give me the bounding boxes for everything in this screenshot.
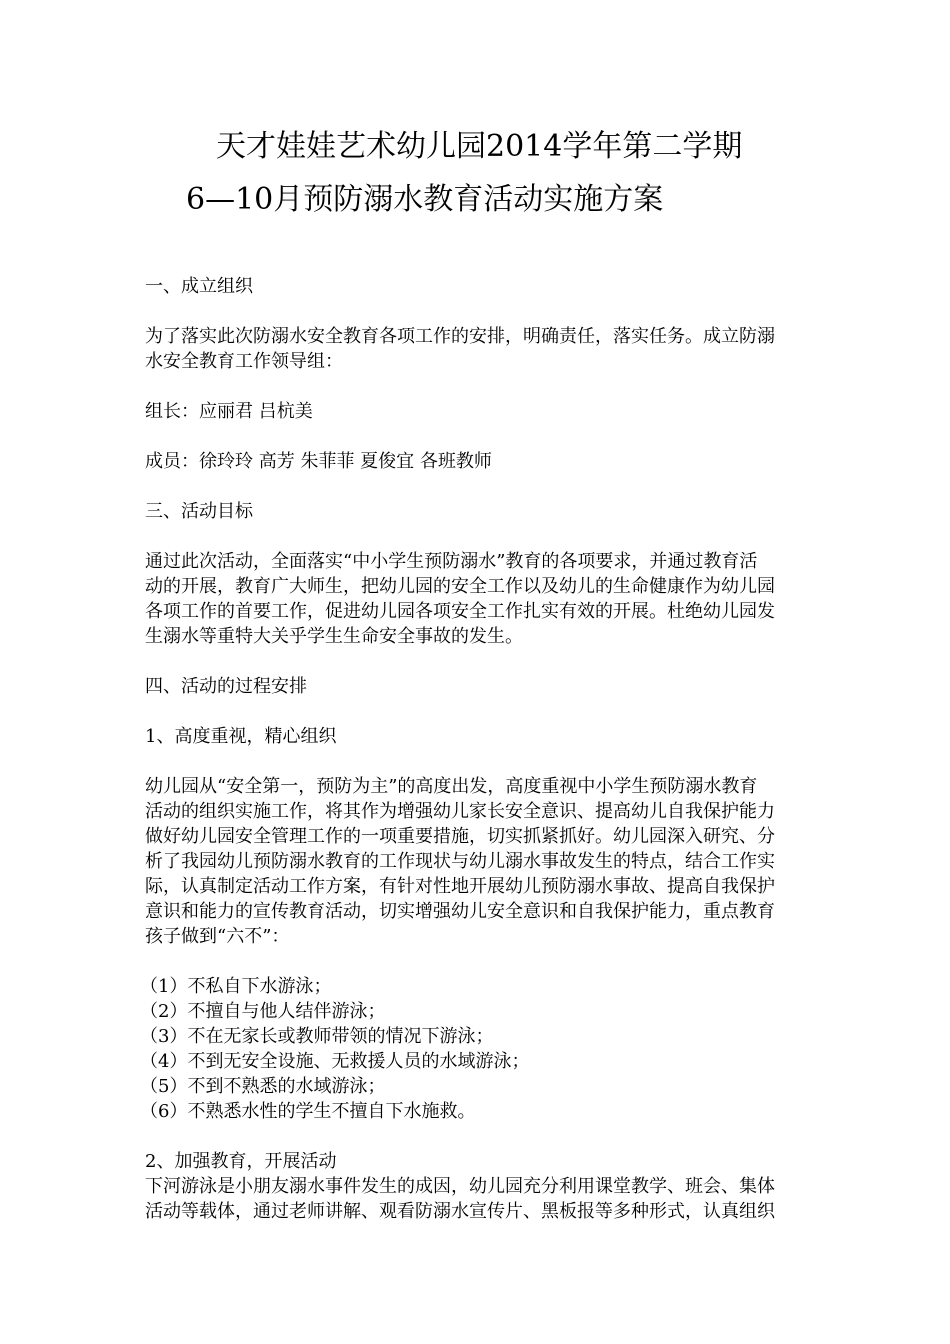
paragraph-importance bbox=[145, 774, 810, 949]
rules-list bbox=[140, 974, 805, 1124]
paragraph-line: 为了落实此次防溺水安全教育各项工作的安排，明确责任，落实任务。成立防溺 bbox=[145, 326, 775, 347]
paragraph-line: 各项工作的首要工作，促进幼儿园各项安全工作扎实有效的开展。杜绝幼儿园发 bbox=[145, 601, 775, 622]
paragraph-goals bbox=[145, 549, 810, 649]
paragraph-education bbox=[145, 1174, 810, 1224]
paragraph-line: 做好幼儿园安全管理工作的一项重要措施，切实抓紧抓好。幼儿园深入研究、分 bbox=[145, 826, 775, 847]
paragraph-line: 孩子做到“六不”： bbox=[145, 926, 290, 947]
paragraph-line: 通过此次活动，全面落实“中小学生预防溺水”教育的各项要求，并通过教育活 bbox=[145, 551, 758, 572]
section-heading-process: 四、活动的过程安排 bbox=[145, 676, 307, 697]
section-heading-organization: 一、成立组织 bbox=[145, 276, 253, 297]
list-item: （4）不到无安全设施、无救援人员的水域游泳； bbox=[140, 1051, 530, 1072]
title-line-2: 6—10月预防溺水教育活动实施方案 bbox=[186, 182, 664, 217]
list-item: （6）不熟悉水性的学生不擅自下水施救。 bbox=[140, 1101, 476, 1122]
paragraph-line: 幼儿园从“安全第一，预防为主”的高度出发，高度重视中小学生预防溺水教育 bbox=[145, 776, 758, 797]
members-line: 成员：徐玲玲 高芳 朱菲菲 夏俊宜 各班教师 bbox=[145, 451, 492, 472]
list-item: （5）不到不熟悉的水域游泳； bbox=[140, 1076, 386, 1097]
list-item: （2）不擅自与他人结伴游泳； bbox=[140, 1001, 386, 1022]
paragraph-line: 活动等载体，通过老师讲解、观看防溺水宣传片、黑板报等多种形式，认真组织 bbox=[145, 1201, 775, 1222]
paragraph-line: 际，认真制定活动工作方案，有针对性地开展幼儿预防溺水事故、提高自我保护 bbox=[145, 876, 775, 897]
paragraph-line: 水安全教育工作领导组： bbox=[145, 351, 343, 372]
list-item: （3）不在无家长或教师带领的情况下游泳； bbox=[140, 1026, 494, 1047]
paragraph-organization bbox=[145, 324, 810, 374]
paragraph-line: 析了我园幼儿预防溺水教育的工作现状与幼儿溺水事故发生的特点，结合工作实 bbox=[145, 851, 775, 872]
subheading-education: 2、加强教育，开展活动 bbox=[145, 1151, 337, 1172]
paragraph-line: 意识和能力的宣传教育活动，切实增强幼儿安全意识和自我保护能力，重点教育 bbox=[145, 901, 775, 922]
paragraph-line: 活动的组织实施工作，将其作为增强幼儿家长安全意识、提高幼儿自我保护能力 bbox=[145, 801, 775, 822]
leaders-line: 组长：应丽君 吕杭美 bbox=[145, 401, 313, 422]
list-item: （1）不私自下水游泳； bbox=[140, 976, 332, 997]
paragraph-line: 生溺水等重特大关乎学生生命安全事故的发生。 bbox=[145, 626, 523, 647]
paragraph-line: 动的开展，教育广大师生，把幼儿园的安全工作以及幼儿的生命健康作为幼儿园 bbox=[145, 576, 775, 597]
paragraph-line: 下河游泳是小朋友溺水事件发生的成因，幼儿园充分利用课堂教学、班会、集体 bbox=[145, 1176, 775, 1197]
section-heading-goals: 三、活动目标 bbox=[145, 501, 253, 522]
title-line-1: 天才娃娃艺术幼儿园2014学年第二学期 bbox=[216, 129, 743, 164]
subheading-importance: 1、高度重视，精心组织 bbox=[145, 726, 337, 747]
